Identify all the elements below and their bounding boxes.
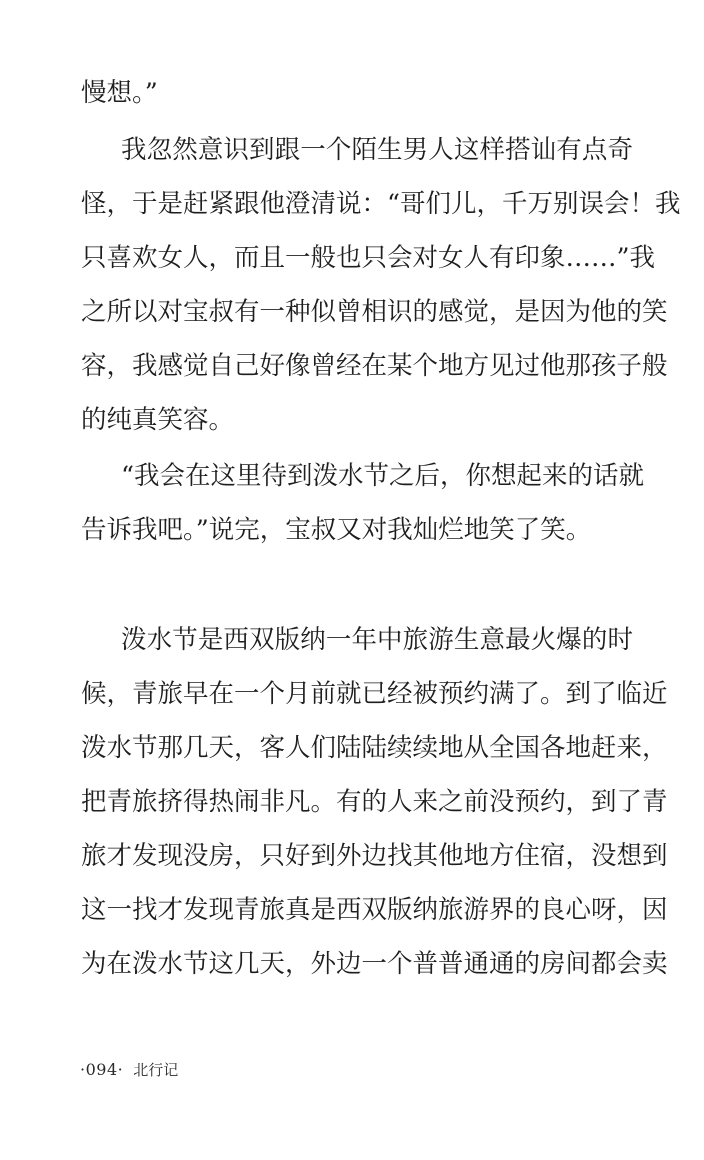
text-line: 泼水节那几天，客人们陆陆续续地从全国各地赶来， xyxy=(81,733,668,763)
text-line: 候，青旅早在一个月前就已经被预约满了。到了临近 xyxy=(81,679,668,709)
text-line: 之所以对宝叔有一种似曾相识的感觉，是因为他的笑 xyxy=(81,297,668,327)
text-line: 的纯真笑容。 xyxy=(81,405,235,435)
text-line: 我忽然意识到跟一个陌生男人这样搭讪有点奇 xyxy=(121,135,633,165)
text-line: 容，我感觉自己好像曾经在某个地方见过他那孩子般 xyxy=(81,351,668,381)
page-number: ·094· xyxy=(80,1060,124,1079)
text-line: 这一找才发现青旅真是西双版纳旅游界的良心呀，因 xyxy=(81,895,668,925)
text-line: 为在泼水节这几天，外边一个普普通通的房间都会卖 xyxy=(81,949,668,979)
book-title: 北行记 xyxy=(133,1061,179,1079)
page-footer xyxy=(80,1058,178,1082)
text-line: 旅才发现没房，只好到外边找其他地方住宿，没想到 xyxy=(81,841,668,871)
text-line: “我会在这里待到泼水节之后，你想起来的话就 xyxy=(121,461,645,491)
text-line: 怪，于是赶紧跟他澄清说：“哥们儿，千万别误会！我 xyxy=(81,189,681,219)
text-line: 泼水节是西双版纳一年中旅游生意最火爆的时 xyxy=(121,625,633,655)
text-line: 慢想。” xyxy=(81,78,158,108)
text-line: 把青旅挤得热闹非凡。有的人来之前没预约，到了青 xyxy=(81,787,668,817)
text-line: 告诉我吧。”说完，宝叔又对我灿烂地笑了笑。 xyxy=(81,515,592,545)
text-line: 只喜欢女人，而且一般也只会对女人有印象……”我 xyxy=(81,243,656,273)
